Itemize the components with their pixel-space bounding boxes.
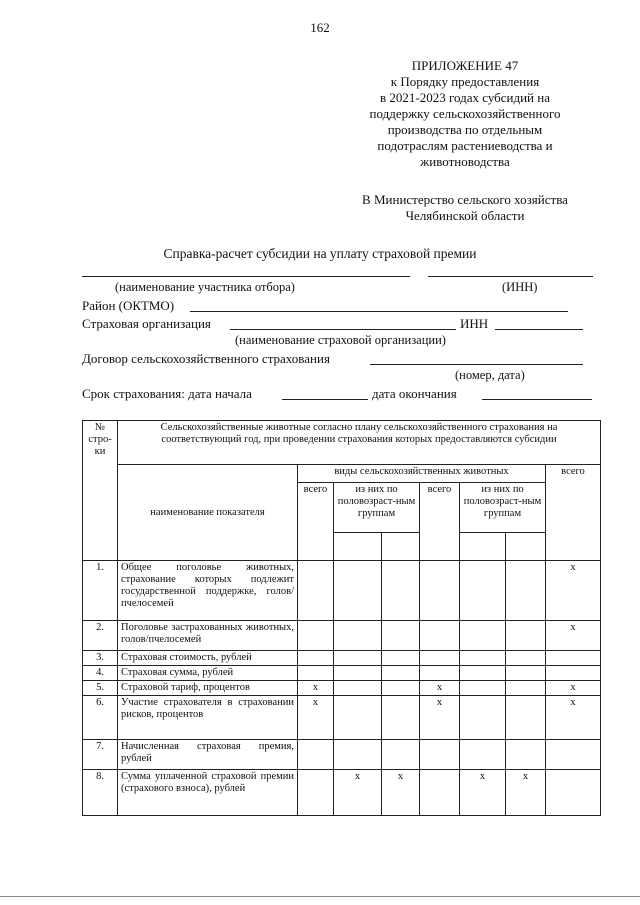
subsidy-table [82,420,601,816]
x-mark: х [546,681,601,696]
appendix-line: животноводства [420,154,510,169]
row-label: Участие страхователя в страховании рисков, процентов [118,696,298,740]
appendix-line: в 2021-2023 годах субсидий на [379,90,550,105]
age-group-cell [382,533,420,561]
animal-types-header: виды сельскохозяйственных животных [298,465,546,483]
row-label: Начисленная страховая премия, рублей [118,740,298,770]
type1-total-header: всего [298,483,334,561]
x-mark: х [420,696,460,740]
recipient-block [330,192,600,224]
table-row [83,621,601,651]
participant-name-line [82,276,410,277]
row-label: Страховой тариф, процентов [118,681,298,696]
x-mark: х [298,696,334,740]
table-row [83,651,601,666]
recipient-line: Челябинской области [405,208,525,223]
term-end-label: дата окончания [372,386,457,401]
x-mark: х [546,696,601,740]
type2-total-header: всего [420,483,460,561]
participant-caption: (наименование участника отбора) [115,280,295,294]
insurer-label: Страховая организация [82,316,211,331]
row-number: 1. [83,561,118,621]
term-start-label: Срок страхования: дата начала [82,386,252,401]
animals-header: Сельскохозяйственные животные согласно плану сельскохозяйственного страхования на соответствующий год, при проведении страхования которых предоставляются субсидии [118,421,601,465]
type1-age-header: из них по половозраст-ным группам [334,483,420,533]
age-group-cell [460,533,506,561]
row-number: 7. [83,740,118,770]
table-row [83,681,601,696]
participant-inn-line [428,276,593,277]
row-number: 3. [83,651,118,666]
row-number-header: № стро-ки [83,421,118,561]
term-end-line [482,399,592,400]
page-number: 162 [310,20,330,35]
x-mark: х [546,621,601,651]
recipient-line: В Министерство сельского хозяйства [362,192,568,207]
term-start-line [282,399,368,400]
table-row [83,696,601,740]
row-label: Страховая стоимость, рублей [118,651,298,666]
x-mark: х [334,770,382,816]
district-line [190,311,568,312]
row-number: 8. [83,770,118,816]
table-row [83,666,601,681]
table-row [83,561,601,621]
row-number: 5. [83,681,118,696]
contract-line [370,364,583,365]
x-mark: х [460,770,506,816]
insurer-inn-line [495,329,583,330]
insurer-inn-label: ИНН [460,316,489,331]
appendix-line: подотраслям растениеводства и [377,138,553,153]
indicator-header: наименование показателя [118,465,298,561]
appendix-title: ПРИЛОЖЕНИЕ 47 [411,58,519,73]
grand-total-header: всего [546,465,601,561]
row-number: 6. [83,696,118,740]
inn-caption: (ИНН) [502,280,538,294]
row-number: 4. [83,666,118,681]
type2-age-header: из них по половозраст-ным группам [460,483,546,533]
table-row [83,740,601,770]
page-footer-rule [0,896,640,897]
row-label: Сумма уплаченной страховой премии (страхового взноса), рублей [118,770,298,816]
contract-label: Договор сельскохозяйственного страхования [82,351,330,366]
insurer-caption: (наименование страховой организации) [235,333,446,347]
contract-caption: (номер, дата) [455,368,525,382]
age-group-cell [334,533,382,561]
x-mark: х [506,770,546,816]
district-label: Район (ОКТМО) [82,298,175,313]
appendix-line: производства по отдельным [387,122,543,137]
insurer-line [230,329,456,330]
age-group-cell [506,533,546,561]
document-title: Справка-расчет субсидии на уплату страховой премии [163,246,477,261]
x-mark: х [298,681,334,696]
appendix-block [330,58,600,170]
table-row [83,770,601,816]
appendix-line: поддержку сельскохозяйственного [369,106,561,121]
appendix-line: к Порядку предоставления [390,74,540,89]
row-number: 2. [83,621,118,651]
x-mark: х [420,681,460,696]
x-mark: х [546,561,601,621]
row-label: Страховая сумма, рублей [118,666,298,681]
row-label: Общее поголовье животных, страхование которых подлежит государственной поддержке, голов/пчелосемей [118,561,298,621]
x-mark: х [382,770,420,816]
row-label: Поголовье застрахованных животных, голов/пчелосемей [118,621,298,651]
